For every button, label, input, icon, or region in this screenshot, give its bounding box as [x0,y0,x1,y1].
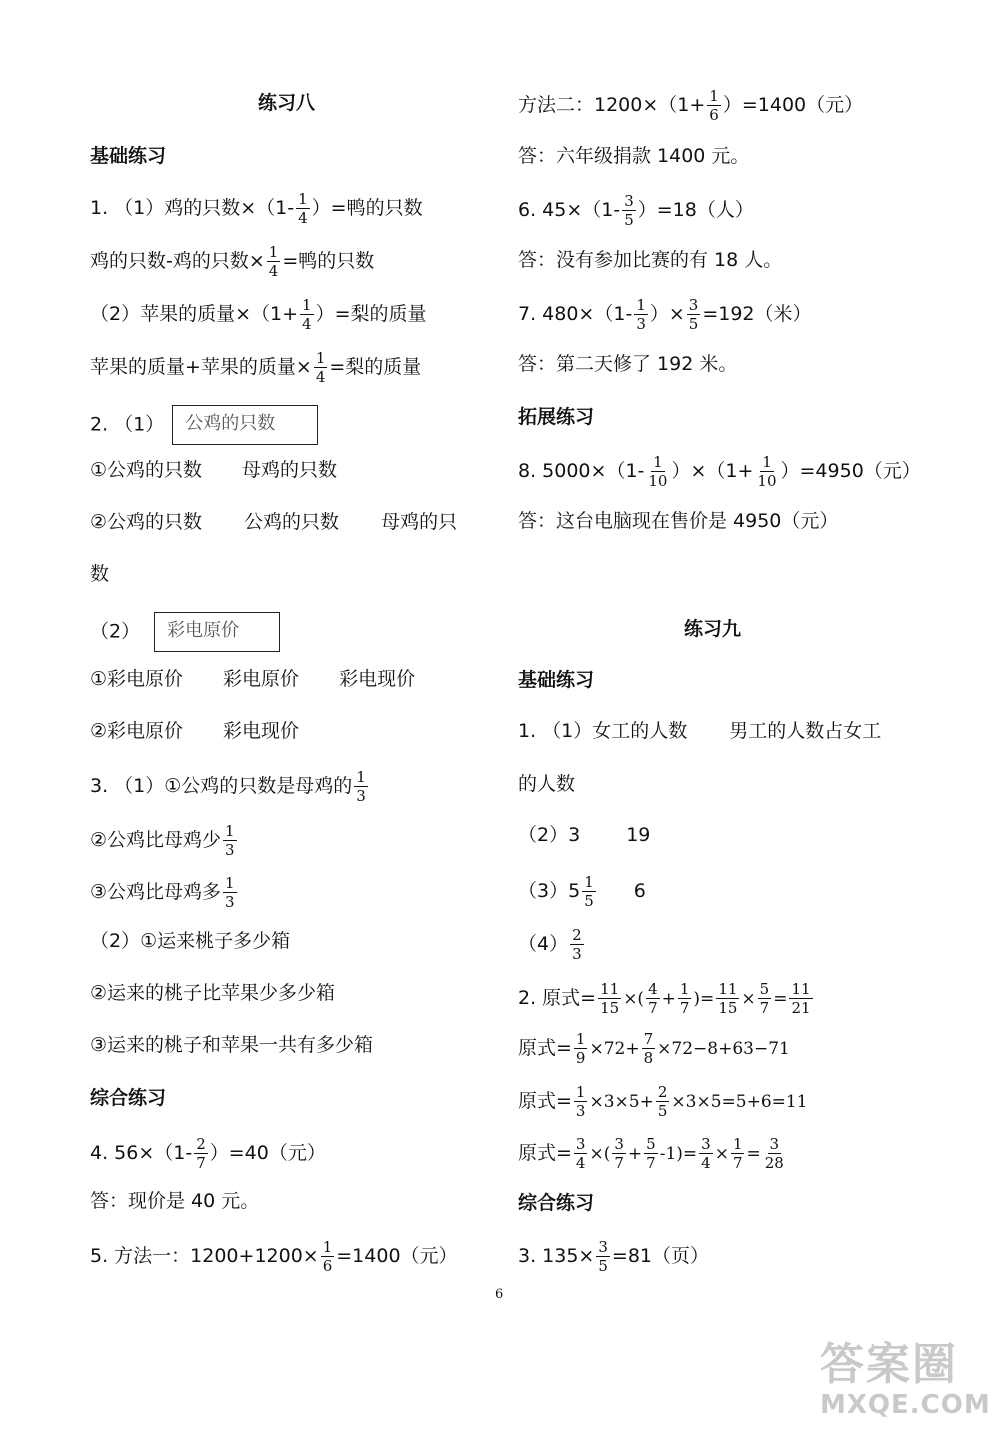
fraction: $\frac{5}{7}$ [759,980,770,1017]
answer-box: 彩电原价 [154,612,280,652]
answer-line: 原式= $\frac{1}{9}$ ×72+ $\frac{7}{8}$ ×72−8+63−71 [518,1030,790,1067]
answer-line: 答：这台电脑现在售价是 4950（元） [518,510,839,532]
answer-line: 答：没有参加比赛的有 18 人。 [518,249,783,271]
answer-line: 4. 56×（1- $\frac{2}{7}$ ）=40（元） [90,1135,326,1172]
fraction: $\frac{1}{3}$ [636,296,646,333]
answer-line: 3. 135× $\frac{3}{5}$ =81（页） [518,1238,710,1275]
answer-line: 方法二：1200×（1+ $\frac{1}{6}$ ）=1400（元） [518,87,864,124]
fraction: $\frac{1}{4}$ [315,349,326,386]
answer-line: 的人数 [518,773,576,795]
answer-line: ②彩电原价 彩电现价 [90,720,300,742]
answer-line: 鸡的只数-鸡的只数× $\frac{1}{4}$ =鸭的只数 [90,243,375,280]
answer-line: 2. 原式= $\frac{11}{15}$ ×( $\frac{4}{7}$ + $\frac{1}{7}$ )= $\frac{11}{15}$ × $\frac{5}{7}$ = $\frac{11}{21}$ [518,980,811,1017]
fraction: $\frac{4}{7}$ [648,980,658,1017]
answer-line: ②公鸡比母鸡少 $\frac{1}{3}$ [90,822,235,859]
answer-line: ②公鸡的只数 公鸡的只数 母鸡的只 [90,511,458,533]
fraction: $\frac{2}{3}$ [572,926,582,963]
section-title-exercise-8: 练习八 [258,92,316,114]
heading-basic-practice: 基础练习 [90,145,167,167]
answer-line: ③运来的桃子和苹果一共有多少箱 [90,1034,374,1056]
heading-extension-practice: 拓展练习 [518,406,595,428]
answer-line: 原式= $\frac{3}{4}$ ×( $\frac{3}{7}$ + $\frac{5}{7}$ -1)= $\frac{3}{4}$ × $\frac{1}{7}$ = $\frac{3}{28}$ [518,1135,784,1172]
heading-comprehensive-practice: 综合练习 [90,1087,167,1109]
heading-basic-practice: 基础练习 [518,669,595,691]
answer-line: （3）5 $\frac{1}{5}$ 6 [518,873,646,910]
answer-line: 3. （1）①公鸡的只数是母鸡的 $\frac{1}{3}$ [90,768,366,805]
answer-line: （2） 彩电原价 [90,612,280,652]
answer-box: 公鸡的只数 [172,405,318,445]
fraction: $\frac{1}{10}$ [648,453,668,490]
answer-line: 原式= $\frac{1}{3}$ ×3×5+ $\frac{2}{5}$ ×3×5=5+6=11 [518,1083,808,1120]
fraction: $\frac{1}{3}$ [225,822,235,859]
answer-line: 1. （1）女工的人数 男工的人数占女工 [518,720,882,742]
fraction: $\frac{3}{5}$ [688,296,699,333]
fraction: $\frac{1}{4}$ [268,243,279,280]
fraction: $\frac{1}{9}$ [575,1030,586,1067]
fraction: $\frac{1}{4}$ [302,296,312,333]
watermark-logo [820,1340,990,1430]
answer-line: 答：六年级捐款 1400 元。 [518,145,750,167]
fraction: $\frac{1}{4}$ [298,190,308,227]
fraction: $\frac{11}{15}$ [718,980,738,1017]
fraction: $\frac{1}{7}$ [732,1135,743,1172]
answer-line: 2. （1） 公鸡的只数 [90,405,318,445]
answer-line: 数 [90,563,110,585]
fraction: $\frac{2}{5}$ [657,1083,668,1120]
watermark-text: 答案圈 [820,1339,958,1390]
fraction: $\frac{1}{6}$ [709,87,719,124]
fraction: $\frac{3}{5}$ [624,192,634,229]
page-number: 6 [495,1287,504,1302]
fraction: $\frac{1}{3}$ [225,874,235,911]
fraction: $\frac{3}{28}$ [764,1135,784,1172]
fraction: $\frac{5}{7}$ [646,1135,656,1172]
fraction: $\frac{11}{21}$ [791,980,811,1017]
fraction: $\frac{1}{6}$ [322,1238,333,1275]
answer-line: （4） $\frac{2}{3}$ [518,926,582,963]
fraction: $\frac{3}{4}$ [575,1135,586,1172]
answer-line: 苹果的质量+苹果的质量× $\frac{1}{4}$ =梨的质量 [90,349,422,386]
fraction: $\frac{1}{5}$ [584,873,594,910]
section-title-exercise-9: 练习九 [684,618,742,640]
answer-line: 1. （1）鸡的只数×（1- $\frac{1}{4}$ ）=鸭的只数 [90,190,423,227]
answer-line: ①彩电原价 彩电原价 彩电现价 [90,668,416,690]
answer-line: ①公鸡的只数 母鸡的只数 [90,459,338,481]
answer-line: ③公鸡比母鸡多 $\frac{1}{3}$ [90,874,235,911]
fraction: $\frac{1}{3}$ [575,1083,586,1120]
fraction: $\frac{3}{4}$ [701,1135,711,1172]
answer-line: 5. 方法一：1200+1200× $\frac{1}{6}$ =1400（元） [90,1238,458,1275]
fraction: $\frac{1}{7}$ [679,980,690,1017]
answer-line: （2）苹果的质量×（1+ $\frac{1}{4}$ ）=梨的质量 [90,296,427,333]
answer-line: 7. 480×（1- $\frac{1}{3}$ ）× $\frac{3}{5}$ =192（米） [518,296,812,333]
answer-line: 答：第二天修了 192 米。 [518,353,738,375]
answer-line: ②运来的桃子比苹果少多少箱 [90,982,336,1004]
fraction: $\frac{3}{5}$ [598,1238,608,1275]
fraction: $\frac{2}{7}$ [196,1135,206,1172]
watermark-url: MXQE.COM [820,1390,991,1420]
fraction: $\frac{1}{3}$ [356,768,366,805]
fraction: $\frac{1}{10}$ [757,453,777,490]
answer-line: 答：现价是 40 元。 [90,1190,260,1212]
answer-line: 6. 45×（1- $\frac{3}{5}$ ）=18（人） [518,192,754,229]
heading-comprehensive-practice: 综合练习 [518,1192,595,1214]
answer-line: （2）①运来桃子多少箱 [90,930,291,952]
answer-line: 8. 5000×（1- $\frac{1}{10}$ ）×（1+ $\frac{1}{10}$ ）=4950（元） [518,453,921,490]
answer-line: （2）3 19 [518,824,651,846]
fraction: $\frac{3}{7}$ [614,1135,624,1172]
fraction: $\frac{11}{15}$ [600,980,620,1017]
fraction: $\frac{7}{8}$ [643,1030,654,1067]
